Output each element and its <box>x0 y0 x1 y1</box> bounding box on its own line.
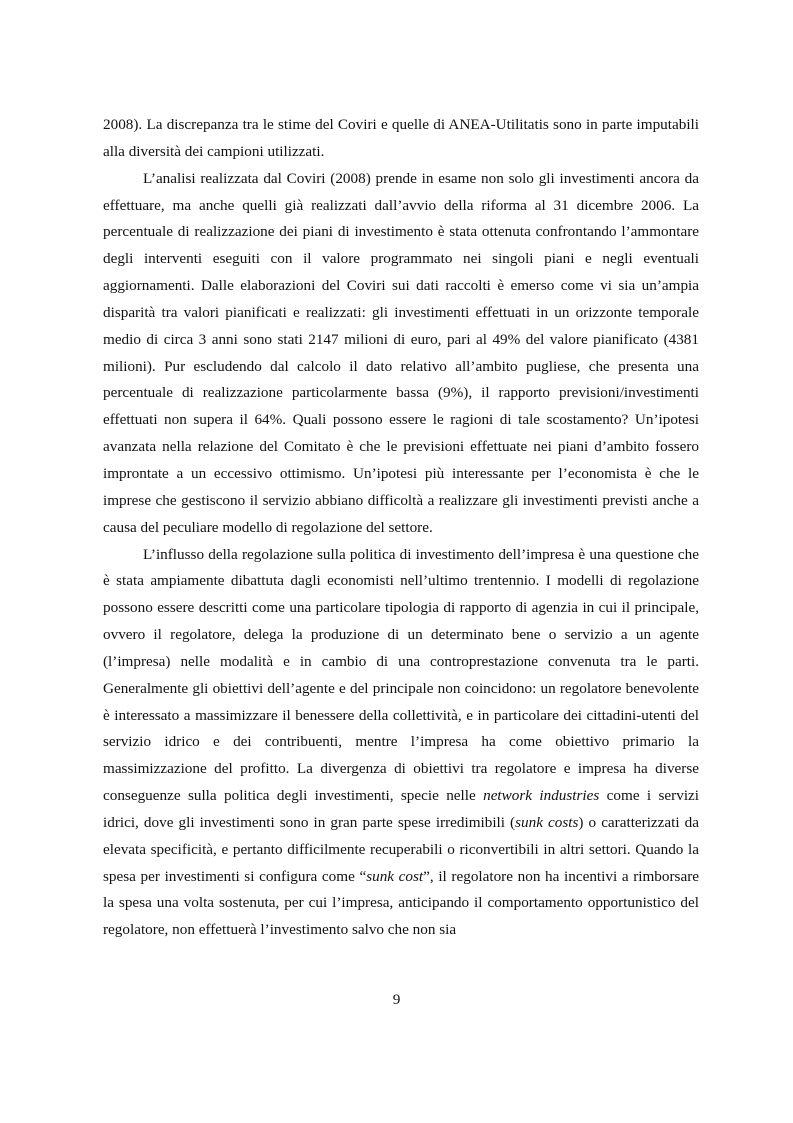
text-run: ) o caratterizzati da elevata specificità, e pertanto difficilmente recuperabili o riconvertibili in altri settori. Quando la spesa per investimenti si configura come “ <box>103 813 699 885</box>
paragraph-3 <box>103 542 699 945</box>
page-number: 9 <box>392 991 401 1008</box>
italic-term: sunk cost <box>366 867 424 885</box>
paragraph-1 <box>103 112 699 166</box>
text-run: L’influsso della regolazione sulla politica di investimento dell’impresa è una questione che è stata ampiamente dibattuta dagli economisti nell’ultimo trentennio. I modelli di regolazione possono essere descritti come una particolare tipologia di rapporto di agenzia in cui il principale, ovvero il regolatore, delega la produzione di un determinato bene o servizio a un agente (l’impresa) nelle modalità e in cambio di una controprestazione convenuta tra le parti. Generalmente gli obiettivi dell’agente e del principale non coincidono: un regolatore benevolente è interessato a massimizzare il benessere della collettività, e in particolare dei cittadini-utenti del servizio idrico e dei contribuenti, mentre l’impresa ha come obiettivo primario la massimizzazione del profitto. La divergenza di obiettivi tra regolatore e impresa ha diverse conseguenze sulla politica degli investimenti, specie nelle <box>103 545 699 805</box>
text-run: 2008). La discrepanza tra le stime del Coviri e quelle di ANEA-Utilitatis sono in parte imputabili alla diversità dei campioni utilizzati. <box>103 116 699 160</box>
italic-term: sunk costs <box>515 813 579 831</box>
text-run: come i servizi idrici, dove gli investimenti sono in gran parte spese irredimibili ( <box>103 787 700 831</box>
text-run: L’analisi realizzata dal Coviri (2008) prende in esame non solo gli investimenti ancora da effettuare, ma anche quelli già realizzati dall’avvio della riforma al 31 dicembre 2006. La percentuale di realizzazione dei piani di investimento è stata ottenuta confrontando l’ammontare degli interventi eseguiti con il valore programmato nei singoli piani e negli eventuali aggiornamenti. Dalle elaborazioni del Coviri sui dati raccolti è emerso come vi sia un’ampia disparità tra valori pianificati e realizzati: gli investimenti effettuati in un orizzonte temporale medio di circa 3 anni sono stati 2147 milioni di euro, pari al 49% del valore pianificato (4381 milioni). Pur escludendo dal calcolo il dato relativo all’ambito pugliese, che presenta una percentuale di realizzazione particolarmente bassa (9%), il rapporto previsioni/investimenti effettuati non supera il 64%. Quali possono essere le ragioni di tale scostamento? Un’ipotesi avanzata nella relazione del Comitato è che le previsioni effettuate nei piani d’ambito fossero improntate a un eccessivo ottimismo. Un’ipotesi più interessante per l’economista è che le imprese che gestiscono il servizio abbiano difficoltà a realizzare gli investimenti previsti anche a causa del peculiare modello di regolazione del settore. <box>103 169 699 536</box>
text-run: ”, il regolatore non ha incentivi a rimborsare la spesa una volta sostenuta, per cui l’impresa, anticipando il comportamento opportunistico del regolatore, non effettuerà l’investimento salvo che non sia <box>103 867 699 939</box>
body-text <box>103 112 699 944</box>
italic-term: network industries <box>483 787 600 805</box>
paragraph-2 <box>103 166 699 542</box>
